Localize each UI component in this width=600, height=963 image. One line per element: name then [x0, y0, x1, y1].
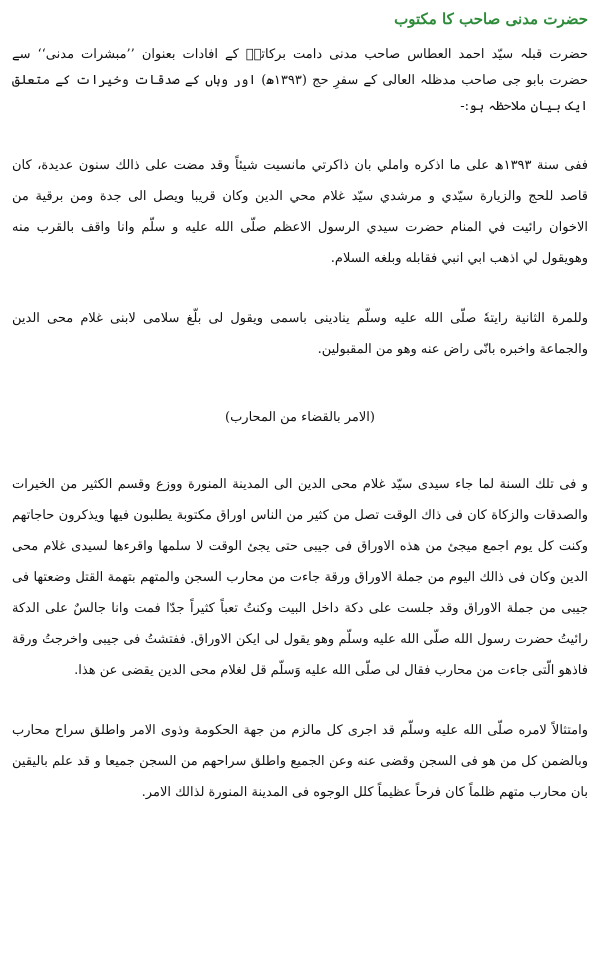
paragraph-1: ففی سنة ۱۳۹۳ھ على ما اذكره واملي بان ذاكرتي مانسيت شيئاً وقد مضت على ذالك سنون عديدة، كان قاصد للحج والزيارة سيّدي و مرشدي سيّد غلام محي الدين وكان قريبا ويصل الى جدة ومن برقية من الاخوان رائيت في المنام حضرت سيدي الرسول الاعظم صلّى الله عليه و سلّم وانا واقف بالقرب منه وهويقول لي اذهب ابي انبي فقابله وبلغه السلام.: [12, 158, 588, 266]
paragraph-4: وامتثالاً لامره صلّى الله عليه وسلّم قد اجرى كل مالزم من جهة الحكومة وذوى الامر واطلق سراح محارب وبالضمن كل من هو فى السجن وقضى عنه وعن الجميع واطلق سراحهم من السجن جميعا و قد علم باليقين بان محارب متهم ظلماً كان فرحاً عظيماً كلل الوجوه فى المدينة المنورة لذالك الامر.: [12, 723, 588, 800]
document-title: حضرت مدنی صاحب کا مکتوب: [394, 10, 588, 28]
paragraph-2: وللمرة الثانية رايتهٗ صلّى الله عليه وسلّم ينادينى باسمى ويقول لى بلّغ سلامى لابنى غلام محى الدين والجماعة واخبره بانّى راض عنه وهو من المقبولين.: [12, 311, 588, 357]
paragraph-3: و فى تلك السنة لما جاء سيدى سيّد غلام محى الدين الى المدينة المنورة ووزع وقسم الكثير من الخيرات والصدقات والزكاة كان فى ذاك الوقت تصل من كثير من الناس اوراق مكتوبة يطلبون فيها ويذكرون حاجاتهم وكنت كل يوم اجمع ميجئ من هذه الاوراق فى جيبى حتى يجئ الوقت لا سلمها واقرءها لسيدى غلام محى الدين وكان فى ذالك اليوم من جملة الاوراق ورقة جاءت من محارب السجن والمتهم بتهمة القتل وضعتها فى جيبى من جملة الاوراق وقد جلست على دكة داخل البيت وكنتُ تعباً كثيراً جدّا فمت وانا جالسٌ على الدكة رائيتُ حضرت رسول الله صلّى الله عليه وسلّم وهو يقول لى ايكن الاوراق. ففتشتُ فى جيبى واخرجتُ ورقة فاذهو الّتى جاءت من محارب فقال لى صلّى الله عليه وَسلّم قل لغلام محى الدين يقضى عن هذا.: [12, 477, 588, 678]
intro-paragraph: حضرت قبلہ سیّد احمد العطاس صاحب مدنی دامت برکاتہٗ کے افادات بعنوان ’’مبشرات مدنی‘‘ سے حضرت بابو جی صاحب مدظلہ العالی کے سفرِ حج (۱۳۹۳ھ) اور وہاں کے صدقات وخیرات کے متعلق ایک بیان ملاحظہ ہو:-: [12, 47, 588, 114]
section-heading: (الامر بالقضاء من المحارب): [225, 410, 375, 425]
